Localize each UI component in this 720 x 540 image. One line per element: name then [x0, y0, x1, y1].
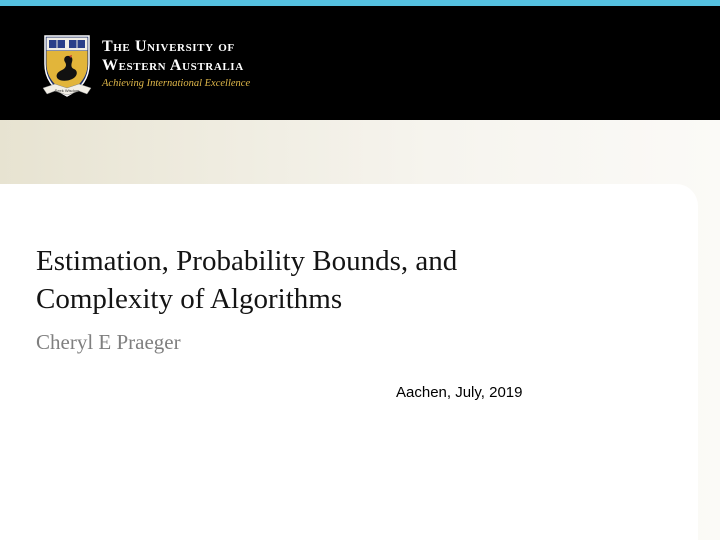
slide-title	[36, 242, 676, 318]
content-panel	[0, 184, 698, 540]
university-name	[102, 37, 244, 75]
slide-title-line1: Estimation, Probability Bounds, and	[36, 245, 458, 277]
university-name-line1: The University of	[102, 38, 235, 55]
slide-title-line2: Complexity of Algorithms	[36, 283, 343, 315]
university-motto: Achieving International Excellence	[102, 78, 251, 89]
university-name-line2: Western Australia	[102, 57, 244, 74]
university-crest-icon	[41, 34, 93, 98]
crest-ribbon-text: Seek Wisdom	[54, 88, 80, 93]
slide-venue-date: Aachen, July, 2019	[396, 384, 523, 401]
slide-author: Cheryl E Praeger	[36, 330, 181, 354]
